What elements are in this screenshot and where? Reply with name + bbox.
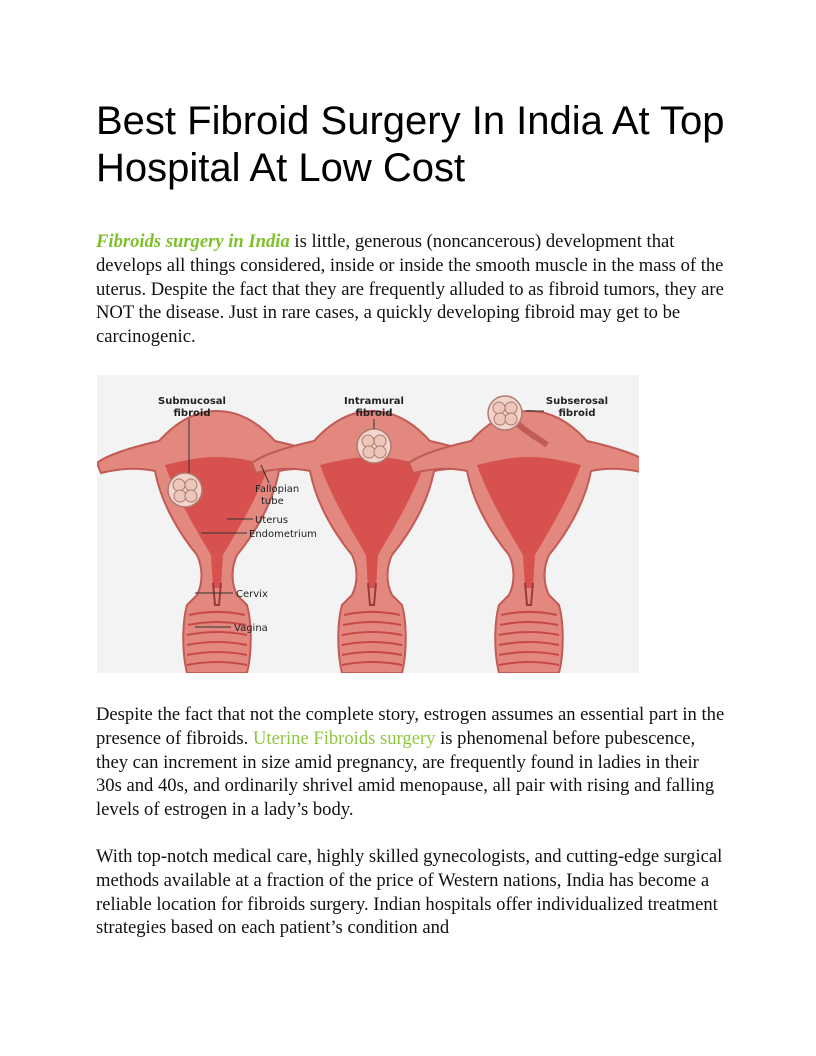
intramural-label-2: fibroid <box>355 408 393 419</box>
intro-paragraph <box>96 230 726 349</box>
india-care-paragraph: With top-notch medical care, highly skilled gynecologists, and cutting-edge surgical methods available at a fraction of the price of Western nations, India has become a reliable location for fibroids surgery. Indian hospitals offer individualized treatment strategies based on each patient’s condition and <box>96 846 723 939</box>
subserosal-label: Subserosal <box>545 396 609 407</box>
submucosal-label: Submucosal <box>158 396 226 407</box>
intramural-fibroid <box>357 429 391 463</box>
submucosal-label-2: fibroid <box>173 408 211 419</box>
page-title: Best Fibroid Surgery In India At Top Hospital At Low Cost <box>96 99 725 190</box>
cervix-label: Cervix <box>236 589 268 600</box>
subserosal-uterus <box>409 396 639 673</box>
intramural-label: Intramural <box>344 396 404 407</box>
fallopian-label: Fallopian <box>255 484 300 495</box>
uterus-label: Uterus <box>255 515 289 526</box>
fibroids-surgery-india-link[interactable]: Fibroids surgery in India <box>96 231 290 252</box>
fibroid-types-diagram <box>97 375 639 673</box>
submucosal-fibroid <box>168 473 202 507</box>
estrogen-paragraph-text-1: Despite the fact that not the complete story, estrogen assumes an essential part in the presence of fibroids. <box>96 704 725 749</box>
vagina-label: Vagina <box>234 623 268 634</box>
estrogen-paragraph <box>96 703 726 822</box>
endometrium-label: Endometrium <box>249 529 317 540</box>
fallopian-label-2: tube <box>261 496 284 507</box>
estrogen-paragraph-text-2: is phenomenal before pubescence, they can increment in size amid pregnancy, are frequently found in ladies in their 30s and 40s, and ordinarily shrivel amid menopause, all pair with rising and falling levels of estrogen in a lady’s body. <box>96 727 715 821</box>
intro-paragraph-text: is little, generous (noncancerous) development that develops all things considered, inside or inside the smooth muscle in the mass of the uterus. Despite the fact that they are frequently alluded to as fibroid tumors, they are NOT the disease. Just in rare cases, a quickly developing fibroid may get to be carcinogenic. <box>96 231 724 348</box>
subserosal-fibroid <box>488 396 522 430</box>
uterine-fibroids-surgery-link[interactable]: Uterine Fibroids surgery <box>252 727 436 749</box>
subserosal-label-2: fibroid <box>558 408 596 419</box>
